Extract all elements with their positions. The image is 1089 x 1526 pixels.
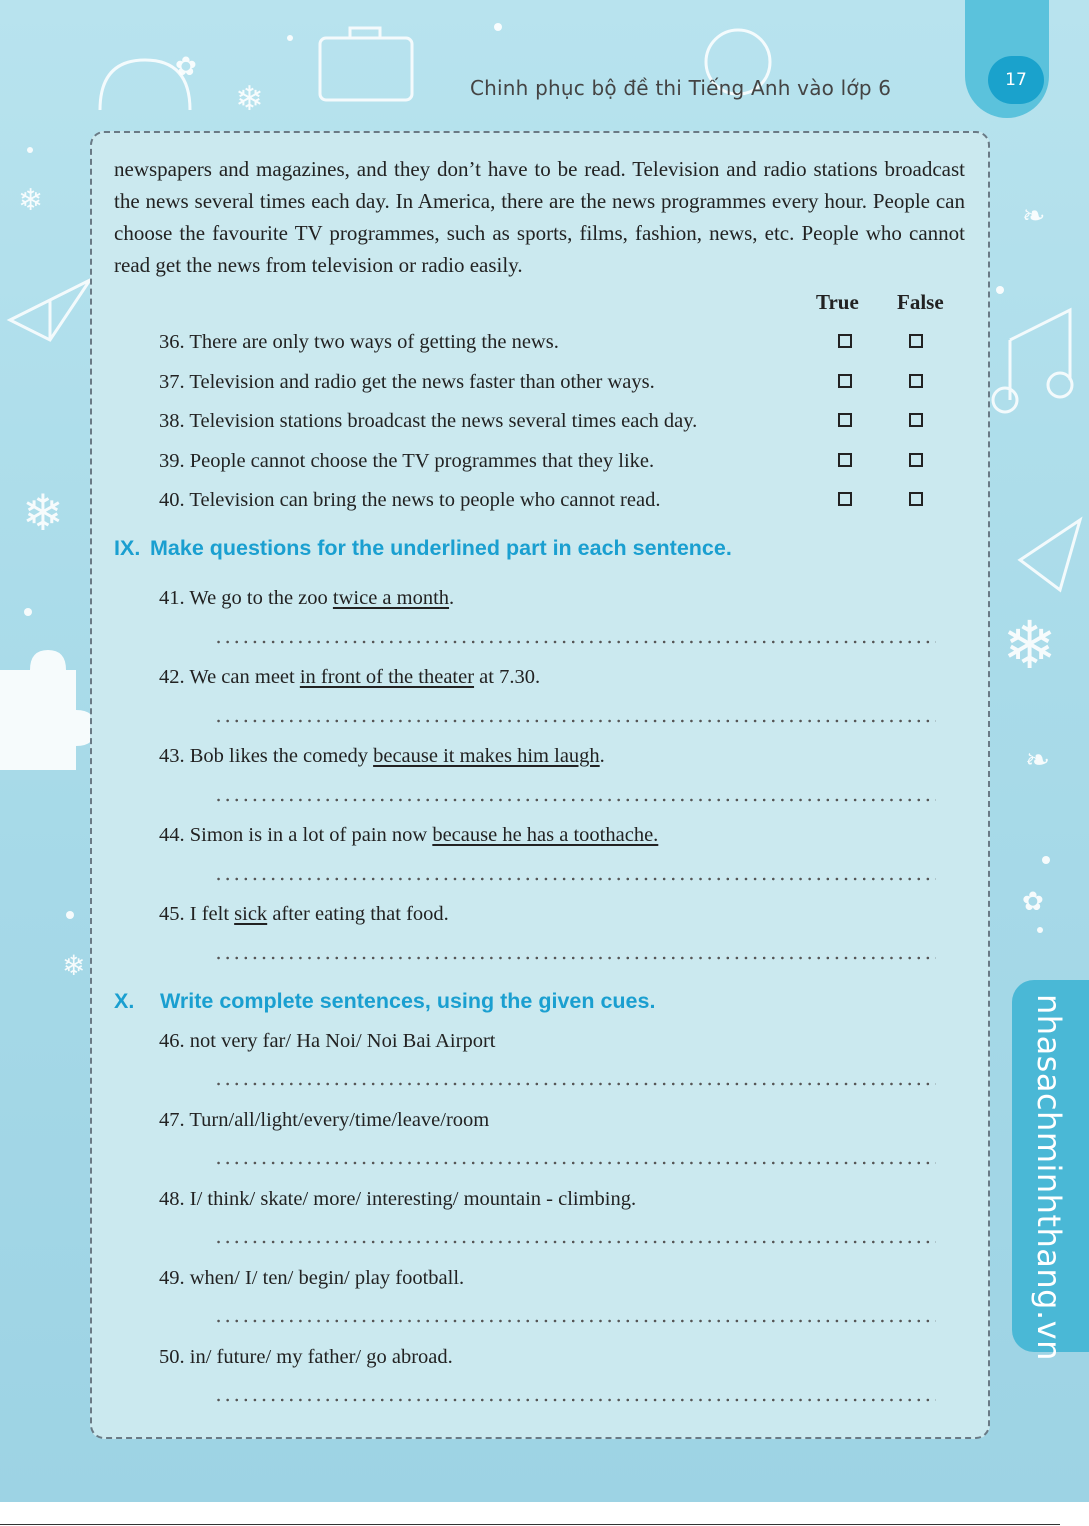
briefcase-icon xyxy=(320,38,412,100)
false-checkbox-39[interactable] xyxy=(909,453,923,467)
music-note-icon xyxy=(1010,310,1070,400)
question-47: 47. Turn/all/light/every/time/leave/room xyxy=(159,1109,490,1131)
page-number: 17 xyxy=(988,56,1044,104)
question-44: 44. Simon is in a lot of pain now because he has a toothache. xyxy=(159,824,659,846)
true-checkbox-38[interactable] xyxy=(838,413,852,427)
question-46: 46. not very far/ Ha Noi/ Noi Bai Airport xyxy=(159,1030,496,1052)
statement-40: 40. Television can bring the news to people who cannot read. xyxy=(159,489,661,511)
false-checkbox-37[interactable] xyxy=(909,374,923,388)
true-checkbox-37[interactable] xyxy=(838,374,852,388)
true-checkbox-39[interactable] xyxy=(838,453,852,467)
answer-line-46[interactable] xyxy=(214,1082,936,1086)
answer-line-49[interactable] xyxy=(214,1319,936,1323)
butterfly-icon: ✿ xyxy=(1022,887,1044,917)
false-checkbox-40[interactable] xyxy=(909,492,923,506)
snowflake-icon: ❄ xyxy=(1002,607,1058,684)
side-brand-text: nhasachminhthang.vn xyxy=(1030,994,1068,1361)
answer-line-47[interactable] xyxy=(214,1161,936,1165)
snowflake-icon: ❄ xyxy=(62,949,86,982)
question-45: 45. I felt sick after eating that food. xyxy=(159,903,449,925)
question-50: 50. in/ future/ my father/ go abroad. xyxy=(159,1346,453,1368)
question-49: 49. when/ I/ ten/ begin/ play football. xyxy=(159,1267,465,1289)
underlined-part: in front of the theater xyxy=(299,666,475,688)
page-bottom-rule xyxy=(0,1524,1060,1525)
answer-line-48[interactable] xyxy=(214,1240,936,1244)
statement-39: 39. People cannot choose the TV programmes that they like. xyxy=(159,450,655,472)
statement-38: 38. Television stations broadcast the news several times each day. xyxy=(159,410,698,432)
answer-line-44[interactable] xyxy=(214,877,936,881)
section-ix-heading xyxy=(114,536,732,561)
false-column-header: False xyxy=(897,290,944,314)
book-title: Chinh phục bộ đề thi Tiếng Anh vào lớp 6 xyxy=(470,76,892,100)
snowflake-icon: ❄ xyxy=(18,183,44,218)
answer-line-45[interactable] xyxy=(214,956,936,960)
answer-line-41[interactable] xyxy=(214,640,936,644)
question-42: 42. We can meet in front of the theater at 7.30. xyxy=(159,666,541,688)
leaf-icon: ❧ xyxy=(1025,743,1051,778)
underlined-part: because he has a toothache. xyxy=(432,824,659,846)
statement-37: 37. Television and radio get the news faster than other ways. xyxy=(159,371,655,393)
question-48: 48. I/ think/ skate/ more/ interesting/ mountain - climbing. xyxy=(159,1188,637,1210)
answer-line-43[interactable] xyxy=(214,798,936,802)
section-x-title: Write complete sentences, using the given cues. xyxy=(160,989,656,1013)
false-checkbox-36[interactable] xyxy=(909,334,923,348)
answer-line-50[interactable] xyxy=(214,1398,936,1402)
statement-36: 36. There are only two ways of getting the news. xyxy=(159,331,559,353)
true-checkbox-40[interactable] xyxy=(838,492,852,506)
underlined-part: twice a month xyxy=(332,587,450,609)
section-ix-title: Make questions for the underlined part in each sentence. xyxy=(150,536,732,560)
paper-plane-icon-right xyxy=(1020,520,1080,590)
puzzle-piece-icon xyxy=(0,650,96,770)
underlined-part: because it makes him laugh xyxy=(373,745,600,767)
snowflake-icon: ❄ xyxy=(235,79,264,119)
answer-line-42[interactable] xyxy=(214,719,936,723)
question-43: 43. Bob likes the comedy because it makes him laugh. xyxy=(159,745,605,767)
underlined-part: sick xyxy=(234,903,268,925)
true-column-header: True xyxy=(816,290,859,314)
false-checkbox-38[interactable] xyxy=(909,413,923,427)
snowflake-icon: ❄ xyxy=(22,484,64,542)
section-ix-number: IX. xyxy=(114,536,141,560)
paper-plane-icon-left xyxy=(10,280,90,340)
section-x-number: X. xyxy=(114,989,135,1013)
leaf-icon: ❧ xyxy=(1022,199,1046,232)
true-checkbox-36[interactable] xyxy=(838,334,852,348)
reading-paragraph: newspapers and magazines, and they don’t have to be read. Television and radio stations broadcast the news several times each day. In America, there are the news programmes every hour. People can choose the favourite TV programmes, such as sports, films, fashion, news, etc. People who cannot read get the news from television or radio easily. xyxy=(114,157,965,277)
butterfly-icon: ✿ xyxy=(175,52,197,82)
question-41: 41. We go to the zoo twice a month. xyxy=(159,587,455,609)
section-x-heading xyxy=(114,989,655,1014)
